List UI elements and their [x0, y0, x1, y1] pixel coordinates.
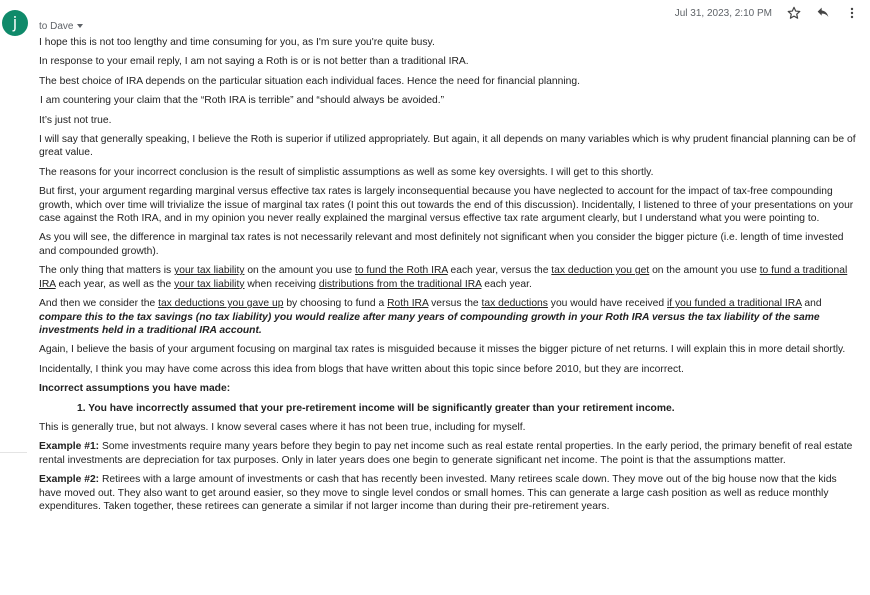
underlined-text: Roth IRA — [387, 298, 429, 310]
reply-icon[interactable] — [815, 5, 831, 21]
emphasized-text: compare this to the tax savings (no tax liability) you would realize after many years of compounding growth in your Roth IRA versus the tax liability of the same investments held in a traditional IRA account. — [39, 311, 820, 336]
paragraph: Again, I believe the basis of your argument focusing on marginal tax rates is misguided because it misses the bigger picture of net returns. I will explain this in more detail shortly. — [39, 344, 846, 356]
star-icon[interactable] — [786, 5, 802, 21]
paragraph: I will say that generally speaking, I believe the Roth is superior if utilized appropriately. But again, it all depends on many variables which is why prudent financial planning can be of great value. — [39, 134, 856, 159]
example-paragraph — [39, 440, 861, 467]
sender-avatar[interactable]: j — [2, 10, 28, 36]
text-run: each year, versus the — [447, 265, 552, 277]
paragraph: The best choice of IRA depends on the particular situation each individual faces. Hence the need for financial planning. — [39, 75, 580, 87]
underlined-text: tax deductions — [481, 298, 548, 310]
text-run: by choosing to fund a — [283, 298, 388, 310]
text-run: And then we consider the — [39, 298, 159, 310]
paragraph: Incidentally, I think you may have come across this idea from blogs that have written about this topic since before 2010, but they are incorrect. — [39, 363, 684, 375]
recipient-dropdown[interactable] — [39, 21, 83, 32]
paragraph — [39, 297, 861, 337]
paragraph: The reasons for your incorrect conclusion is the result of simplistic assumptions as well as some key oversights. I will get to this shortly. — [39, 166, 654, 178]
underlined-text: to fund a traditional IRA — [39, 265, 848, 290]
text-run: versus the — [428, 298, 482, 310]
recipient-label: to Dave — [39, 21, 74, 32]
example-label: Example #1: — [39, 441, 100, 453]
email-body — [39, 36, 861, 519]
underlined-text: your tax liability — [174, 278, 245, 290]
paragraph: This is generally true, but not always. I know several cases where it has not been true, including for myself. — [39, 421, 526, 433]
paragraph: I hope this is not too lengthy and time consuming for you, as I'm sure you're quite busy. — [39, 37, 435, 48]
text-run: Some investments require many years before they begin to pay net income such as real estate rental properties. In the early period, the primary benefit of real estate rental investments are depreciation for tax purposes. Only in later years does one begin to generate significant net income. The point is that the assumptions matter. — [39, 441, 853, 466]
paragraph — [39, 264, 861, 291]
text-run: each year. — [481, 278, 532, 290]
underlined-text: tax deductions you gave up — [158, 298, 284, 310]
underlined-text: your tax liability — [174, 265, 245, 277]
underlined-text: if you funded a traditional IRA — [667, 298, 802, 310]
paragraph: As you will see, the difference in marginal tax rates is not necessarily relevant and most definitely not significant when you consider the bigger picture (i.e. length of time invested and compounded growth). — [39, 232, 844, 257]
text-run: you would have received — [547, 298, 667, 310]
text-run: on the amount you use — [649, 265, 760, 277]
paragraph: In response to your email reply, I am not saying a Roth is or is not better than a traditional IRA. — [39, 56, 469, 68]
email-date: Jul 31, 2023, 2:10 PM — [674, 8, 772, 19]
paragraph: It’s just not true. — [39, 114, 112, 126]
text-run: The only thing that matters is — [39, 265, 175, 277]
example-label: Example #2: — [39, 474, 100, 486]
divider — [0, 452, 27, 453]
chevron-down-icon — [77, 24, 83, 28]
underlined-text: distributions from the traditional IRA — [318, 278, 482, 290]
example-paragraph — [39, 473, 861, 513]
text-run: on the amount you use — [244, 265, 355, 277]
text-run: when receiving — [244, 278, 319, 290]
section-heading: Incorrect assumptions you have made: — [39, 383, 231, 395]
more-vert-icon[interactable] — [844, 5, 860, 21]
text-run: and — [801, 298, 822, 310]
text-run: each year, as well as the — [55, 278, 175, 290]
underlined-text: to fund the Roth IRA — [354, 265, 448, 277]
list-item-heading: 1. You have incorrectly assumed that your pre-retirement income will be significantly greater than your retirement income. — [77, 402, 675, 414]
paragraph: I am countering your claim that the “Roth IRA is terrible” and “should always be avoided.” — [40, 95, 445, 107]
underlined-text: tax deduction you get — [551, 265, 650, 277]
text-run: Retirees with a large amount of investments or cash that has recently been invested. Many retirees scale down. They move out of the big house now that the kids have moved out. They also want to get around easier, so they move to single level condos or small homes. This can generate a large cash position as well as reduce monthly expenditures. Taken together, these retirees can generate a similar if not larger income than during their pre-retirement years. — [39, 474, 837, 512]
paragraph: But first, your argument regarding marginal versus effective tax rates is largely inconsequential because you have neglected to account for the impact of tax-free compounding growth, which over time will trivialize the issue of marginal tax rates (I point this out towards the end of this discussion). Incidentally, I listened to three of your presentations on your case against the Roth IRA, and in my opinion you never really explained the marginal versus effective tax rate argument clearly, but I understand what you were pointing to. — [39, 186, 854, 225]
